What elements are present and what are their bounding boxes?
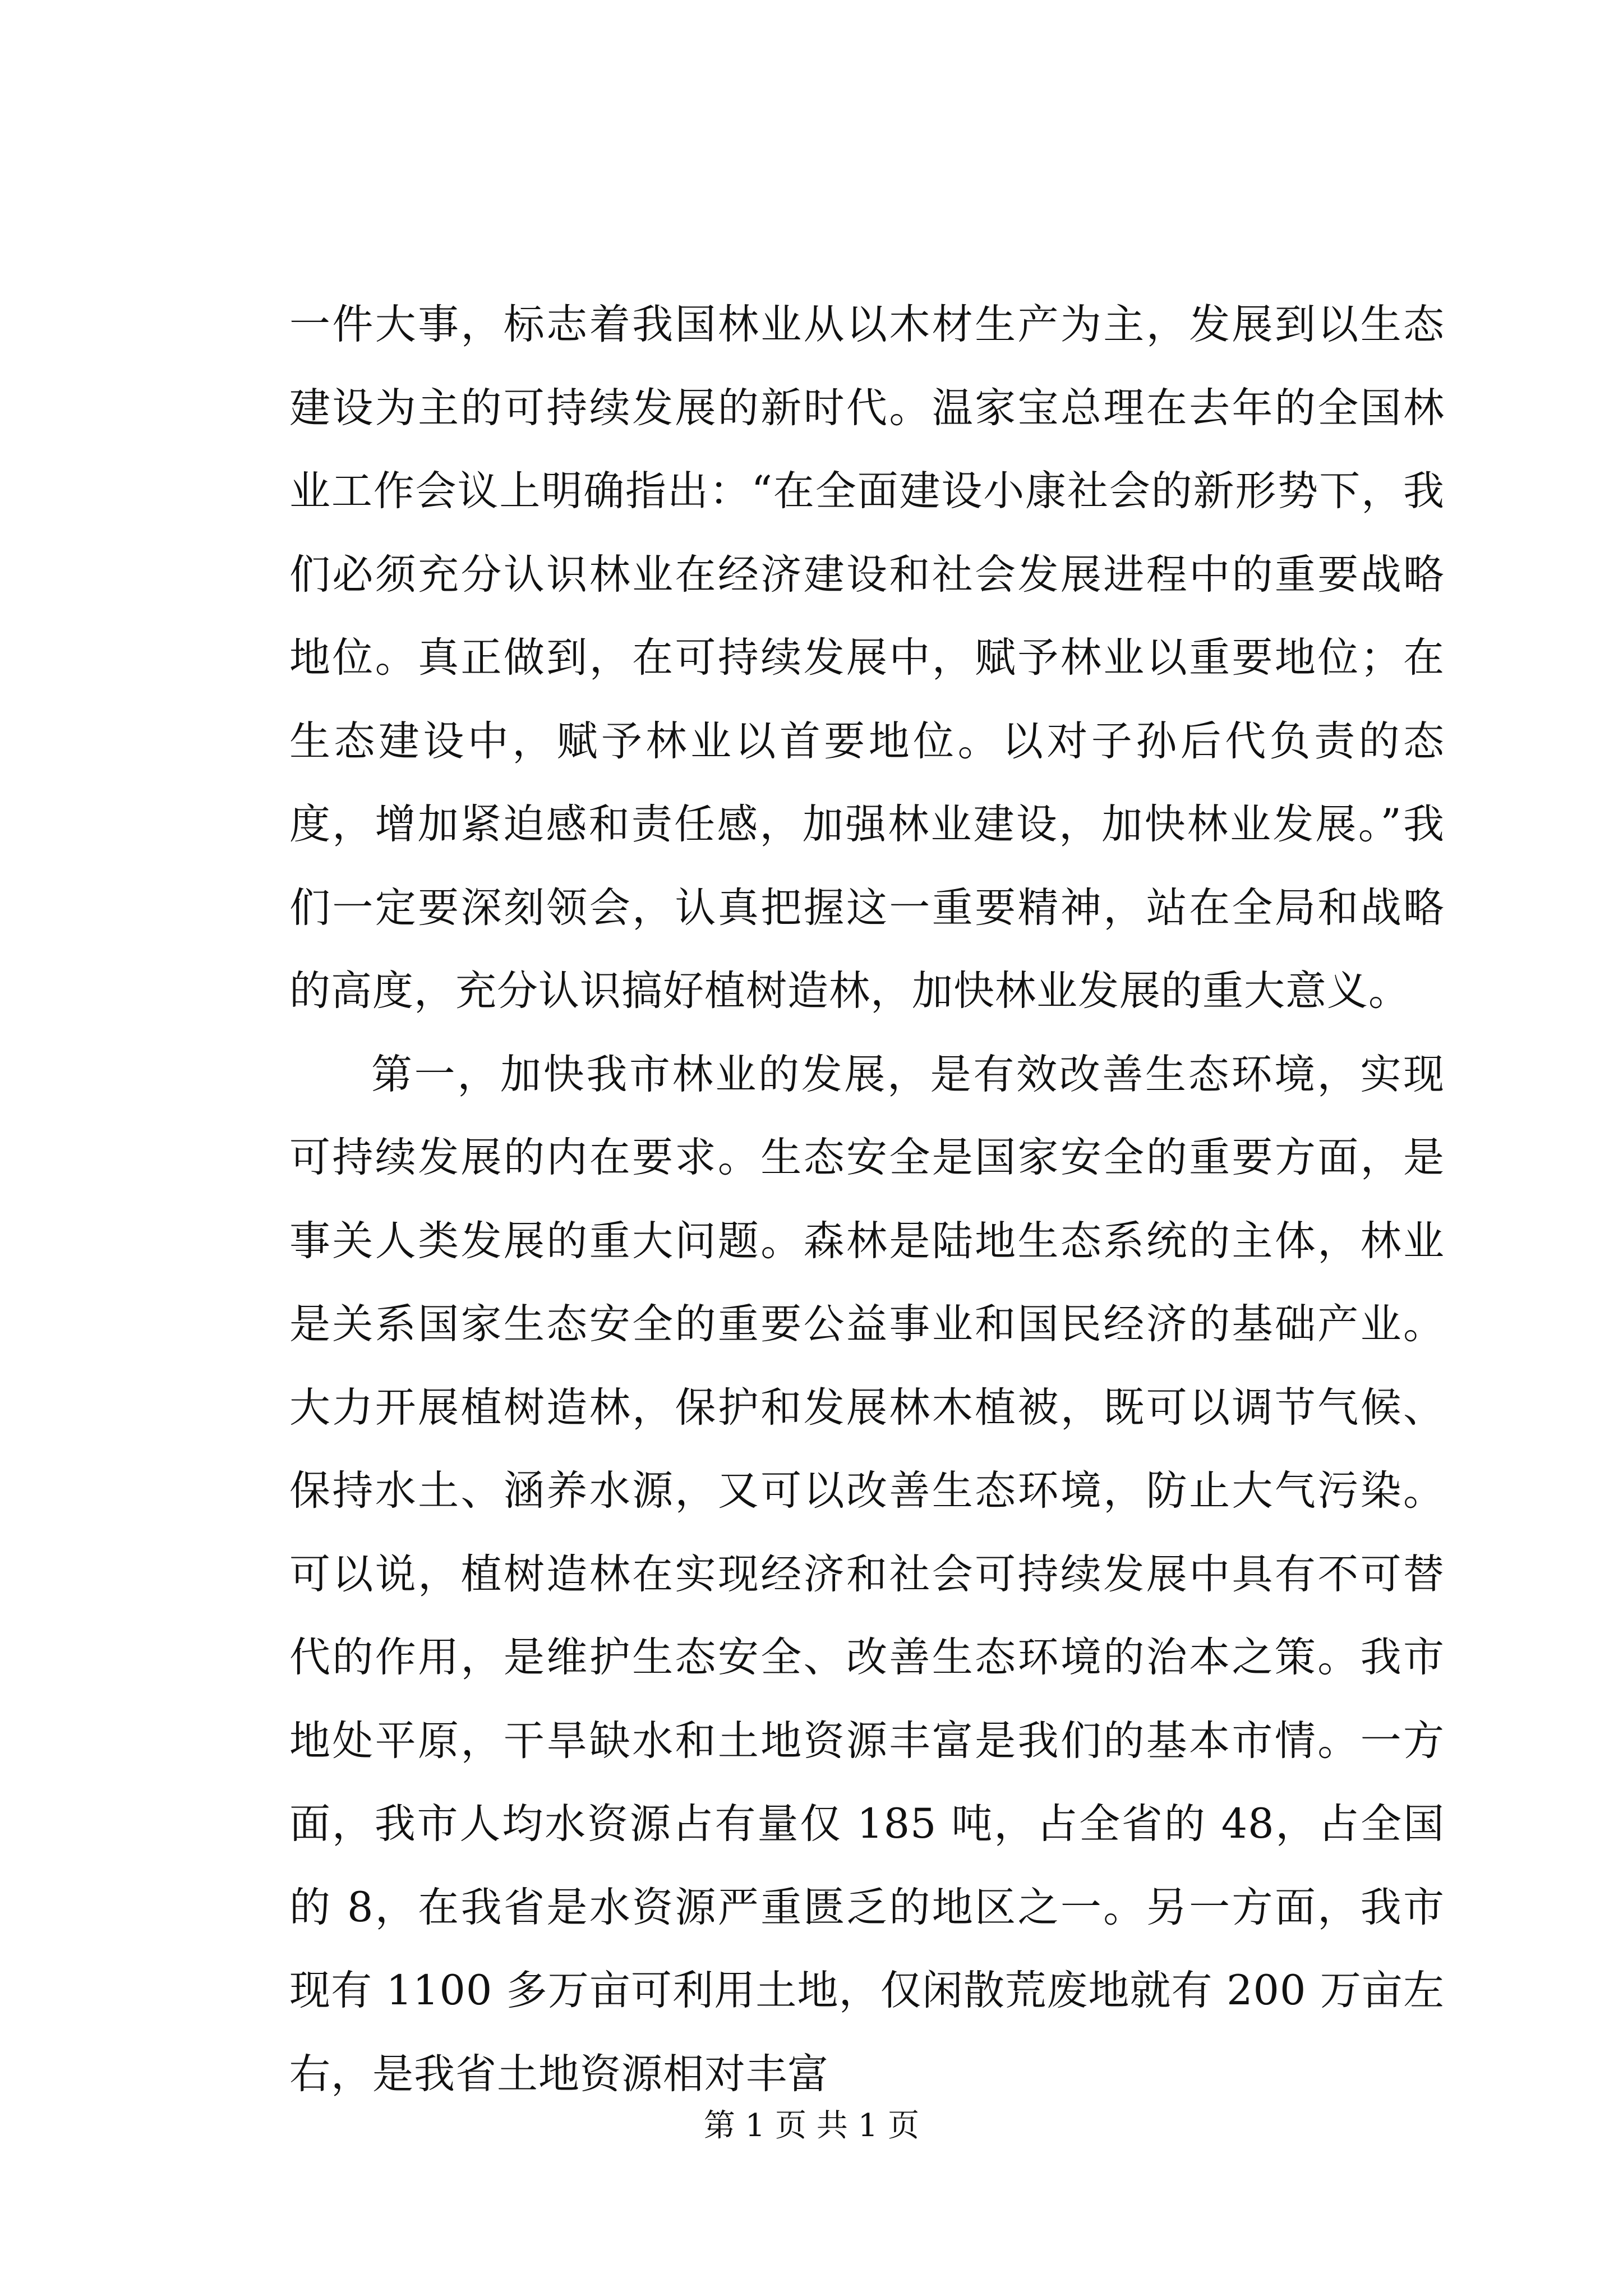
paragraph: 第一，加快我市林业的发展，是有效改善生态环境，实现可持续发展的内在要求。生态安全是国家安全的重要方面，是事关人类发展的重大问题。森林是陆地生态系统的主体，林业是关系国家生态安全的重要公益事业和国民经济的基础产业。大力开展植树造林，保护和发展林木植被，既可以调节气候、保持水土、涵养水源，又可以改善生态环境，防止大气污染。可以说，植树造林在实现经济和社会可持续发展中具有不可替代的作用，是维护生态安全、改善生态环境的治本之策。我市地处平原，干旱缺水和土地资源丰富是我们的基本市情。一方面，我市人均水资源占有量仅 185 吨，占全省的 48，占全国的 8，在我省是水资源严重匮乏的地区之一。另一方面，我市现有 1100 多万亩可利用土地，仅闲散荒废地就有 200 万亩左右，是我省土地资源相对丰富 xyxy=(289,1050,1445,2098)
paragraph: 一件大事，标志着我国林业从以木材生产为主，发展到以生态建设为主的可持续发展的新时代。温家宝总理在去年的全国林业工作会议上明确指出：“在全面建设小康社会的新形势下，我们必须充分认识林业在经济建设和社会发展进程中的重要战略地位。真正做到，在可持续发展中，赋予林业以重要地位；在生态建设中，赋予林业以首要地位。以对子孙后代负责的态度，增加紧迫感和责任感，加强林业建设，加快林业发展。”我们一定要深刻领会，认真把握这一重要精神，站在全局和战略的高度，充分认识搞好植树造林，加快林业发展的重大意义。 xyxy=(289,301,1445,1015)
page-footer: 第 1 页 共 1 页 xyxy=(703,2108,920,2144)
body-text xyxy=(289,283,1445,2116)
